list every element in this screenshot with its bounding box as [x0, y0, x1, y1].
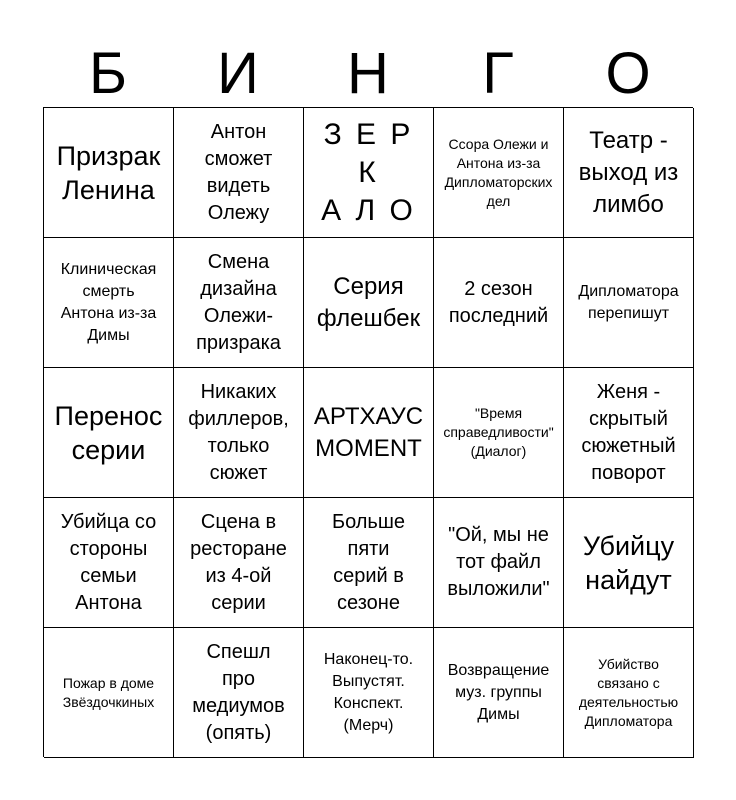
cell-text: Больше пяти серий в сезоне	[331, 510, 406, 614]
bingo-cell[interactable]	[174, 498, 304, 628]
cell-text: Наконец-то. Выпустят. Конспект. (Мерч)	[323, 650, 414, 734]
cell-text: АРТХАУС MOMENT	[313, 402, 424, 462]
cell-text: Убийцу найдут	[582, 530, 675, 595]
bingo-cell[interactable]	[304, 628, 434, 758]
bingo-cell[interactable]	[174, 628, 304, 758]
bingo-cell[interactable]	[304, 238, 434, 368]
bingo-cell[interactable]	[174, 368, 304, 498]
cell-text: Сцена в ресторане из 4-ой серии	[190, 510, 287, 614]
header-letter-o: О	[605, 41, 651, 106]
bingo-cell[interactable]	[304, 498, 434, 628]
cell-text: З Е Р К А Л О	[321, 117, 416, 227]
cell-text: Клиническая смерть Антона из-за Димы	[60, 260, 157, 344]
bingo-cell[interactable]	[434, 368, 564, 498]
bingo-cell[interactable]	[44, 498, 174, 628]
bingo-cell[interactable]	[174, 238, 304, 368]
bingo-cell[interactable]	[564, 498, 694, 628]
bingo-cell[interactable]	[564, 108, 694, 238]
bingo-cell[interactable]	[304, 368, 434, 498]
cell-text: 2 сезон последний	[448, 277, 549, 327]
cell-text: Театр - выход из лимбо	[578, 126, 679, 218]
bingo-cell[interactable]	[304, 108, 434, 238]
header-letter-b: Б	[88, 41, 128, 106]
cell-text: Женя - скрытый сюжетный поворот	[581, 380, 676, 484]
bingo-cell[interactable]	[434, 498, 564, 628]
cell-text: Перенос серии	[54, 400, 163, 465]
cell-text: Дипломатора перепишут	[578, 282, 679, 322]
bingo-cell[interactable]	[434, 628, 564, 758]
cell-text: Призрак Ленина	[56, 140, 161, 205]
bingo-cell[interactable]	[564, 368, 694, 498]
cell-text: Серия флешбек	[316, 272, 421, 332]
header-letter-n: Н	[347, 41, 389, 106]
bingo-cell[interactable]	[434, 238, 564, 368]
cell-text: Пожар в доме Звёздочкиных	[62, 674, 155, 710]
cell-text: "Ой, мы не тот файл выложили"	[447, 524, 550, 600]
cell-text: Смена дизайна Олежи- призрака	[196, 250, 281, 354]
cell-text: Убийца со стороны семьи Антона	[60, 510, 157, 614]
bingo-cell[interactable]	[564, 238, 694, 368]
header-letter-g: Г	[482, 41, 514, 106]
bingo-header	[43, 40, 693, 108]
bingo-grid	[43, 107, 693, 757]
bingo-cell[interactable]	[44, 108, 174, 238]
header-letter-i: И	[217, 41, 259, 106]
cell-text: "Время справедливости" (Диалог)	[443, 405, 554, 459]
cell-text: Возвращение муз. группы Димы	[447, 661, 550, 723]
bingo-cell[interactable]	[44, 238, 174, 368]
cell-text: Ссора Олежи и Антона из-за Дипломаторских дел	[444, 135, 553, 209]
bingo-cell[interactable]	[564, 628, 694, 758]
bingo-cell[interactable]	[174, 108, 304, 238]
cell-text: Никаких филлеров, только сюжет	[188, 380, 289, 484]
cell-text: Спешл про медиумов (опять)	[192, 640, 285, 744]
bingo-cell[interactable]	[434, 108, 564, 238]
bingo-cell[interactable]	[44, 368, 174, 498]
bingo-cell[interactable]	[44, 628, 174, 758]
cell-text: Антон сможет видеть Олежу	[204, 120, 273, 224]
cell-text: Убийство связано с деятельностью Дипломатора	[578, 655, 679, 729]
